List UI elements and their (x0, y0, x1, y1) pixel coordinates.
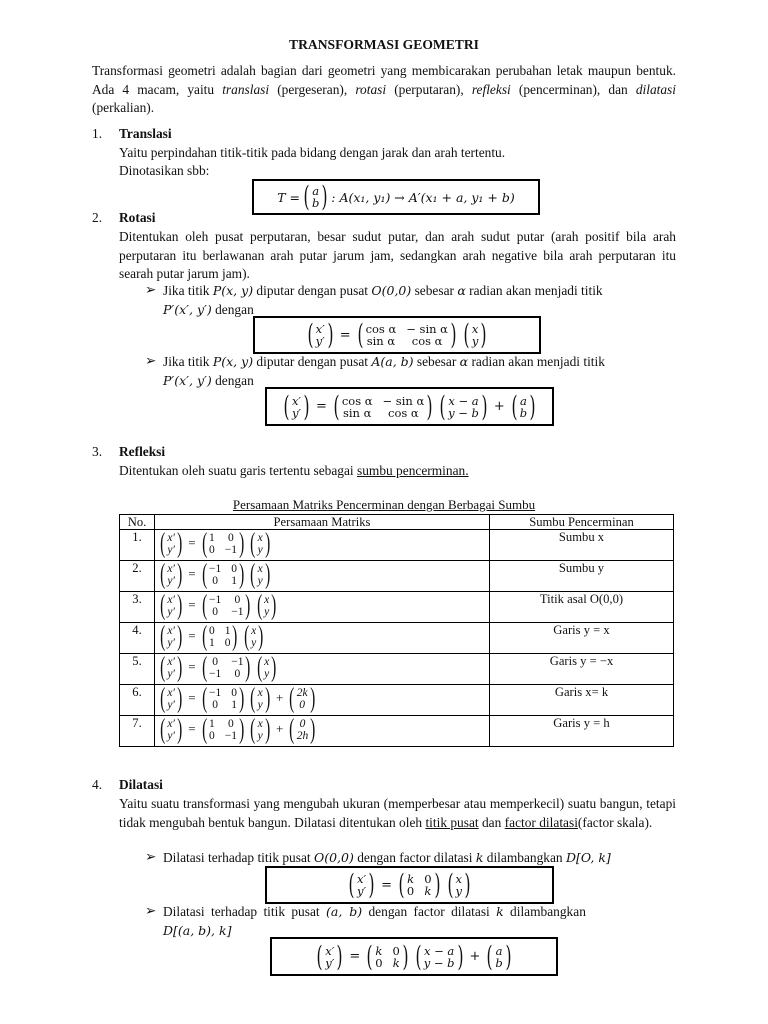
matrix-equation: ( x′ y′ ) = ( −1 0 0 −1 ) ( x y ) (155, 592, 490, 623)
section-number: 2. (92, 210, 103, 225)
section-title-dilatasi: Dilatasi (119, 777, 163, 792)
section-title-refleksi: Refleksi (119, 444, 166, 459)
row-number: 3. (120, 592, 155, 623)
intro-paragraph: Transformasi geometri adalah bagian dari geometri yang membicarakan perubahan letak maupun bentuk. Ada 4 macam, yaitu translasi (pergeseran), rotasi (perputaran), refleksi (pencerminan), dan dilatasi (perkalian). (92, 63, 676, 115)
table-row (120, 685, 674, 716)
table-caption: Persamaan Matriks Pencerminan dengan Berbagai Sumbu (232, 497, 536, 512)
rotasi-center-formula-box: ( x′ y′ ) = ( cos α − sin α sin α cos α ) ( x − a y − b ) + ( a b ) (265, 387, 554, 426)
row-number: 7. (120, 716, 155, 747)
column-header: Persamaan Matriks (155, 515, 490, 530)
row-number: 2. (120, 561, 155, 592)
mirror-axis: Titik asal O(0,0) (490, 592, 674, 623)
matrix-equation: ( x′ y′ ) = ( 0 −1 −1 0 ) ( x y ) (155, 654, 490, 685)
arrow-bullet-icon: ➢ (145, 903, 157, 918)
matrix-equation: ( x′ y′ ) = ( −1 0 0 1 ) ( x y ) + ( 2k 0 ) (155, 685, 490, 716)
row-number: 6. (120, 685, 155, 716)
table-row (120, 716, 674, 747)
arrow-bullet-icon: ➢ (145, 849, 157, 864)
row-number: 4. (120, 623, 155, 654)
reflection-table (119, 514, 674, 747)
refleksi-desc: Ditentukan oleh suatu garis tertentu sebagai sumbu pencerminan. (119, 463, 469, 478)
section-number: 1. (92, 126, 103, 141)
translasi-formula-box: T = ( a b ) : A(x₁, y₁) → A′(x₁ + a, y₁ + b) (252, 179, 540, 215)
section-number: 4. (92, 777, 103, 792)
mirror-axis: Sumbu y (490, 561, 674, 592)
table-row (120, 530, 674, 561)
section-title-rotasi: Rotasi (119, 210, 156, 225)
column-header: No. (120, 515, 155, 530)
dilatasi-center-formula-box: ( x′ y′ ) = ( k 0 0 k ) ( x − a y − b ) + ( a b ) (270, 937, 558, 976)
mirror-axis: Garis y = h (490, 716, 674, 747)
rotasi-desc: Ditentukan oleh pusat perputaran, besar sudut putar, dan arah sudut putar (arah positif bila arah perputaran itu berlawanan arah putar jarum jam, sedangkan arah negative bila arah perputaran itu searah putar jarum jam). (119, 229, 676, 281)
column-header: Sumbu Pencerminan (490, 515, 674, 530)
translasi-desc: Yaitu perpindahan titik-titik pada bidang dengan jarak dan arah tertentu. (119, 145, 506, 160)
matrix-equation: ( x′ y′ ) = ( −1 0 0 1 ) ( x y ) (155, 561, 490, 592)
rotasi-bullet-1: Jika titik P(x, y) diputar dengan pusat O(0,0) sebesar α radian akan menjadi titik P′(x′, y′) dengan (163, 283, 603, 317)
rotasi-bullet-2: Jika titik P(x, y) diputar dengan pusat A(a, b) sebesar α radian akan menjadi titik P′(x′, y′) dengan (163, 354, 605, 388)
mirror-axis: Sumbu x (490, 530, 674, 561)
table-row (120, 654, 674, 685)
table-row (120, 623, 674, 654)
matrix-equation: ( x′ y′ ) = ( 0 1 1 0 ) ( x y ) (155, 623, 490, 654)
dilatasi-desc: Yaitu suatu transformasi yang mengubah ukuran (memperbesar atau memperkecil) suatu bangun, tetapi tidak mengubah bentuk bangun. Dilatasi ditentukan oleh titik pusat dan factor dilatasi(factor skala). (119, 796, 676, 830)
row-number: 1. (120, 530, 155, 561)
rotasi-origin-formula-box: ( x′ y′ ) = ( cos α − sin α sin α cos α ) ( x y ) (253, 316, 541, 354)
table-row (120, 561, 674, 592)
arrow-bullet-icon: ➢ (145, 282, 157, 297)
section-number: 3. (92, 444, 103, 459)
arrow-bullet-icon: ➢ (145, 353, 157, 368)
section-title-translasi: Translasi (119, 126, 172, 141)
dilatasi-bullet-2: Dilatasi terhadap titik pusat (a, b) dengan factor dilatasi k dilambangkan D[(a, b), k] (163, 904, 586, 938)
row-number: 5. (120, 654, 155, 685)
mirror-axis: Garis y = x (490, 623, 674, 654)
translasi-notation-label: Dinotasikan sbb: (119, 163, 210, 178)
mirror-axis: Garis y = −x (490, 654, 674, 685)
page-title: TRANSFORMASI GEOMETRI (289, 37, 479, 52)
dilatasi-origin-formula-box: ( x′ y′ ) = ( k 0 0 k ) ( x y ) (265, 866, 554, 904)
mirror-axis: Garis x= k (490, 685, 674, 716)
matrix-equation: ( x′ y′ ) = ( 1 0 0 −1 ) ( x y ) + ( 0 2h ) (155, 716, 490, 747)
matrix-equation: ( x′ y′ ) = ( 1 0 0 −1 ) ( x y ) (155, 530, 490, 561)
dilatasi-bullet-1: Dilatasi terhadap titik pusat O(0,0) dengan factor dilatasi k dilambangkan D[O, k] (163, 850, 611, 865)
table-row (120, 592, 674, 623)
